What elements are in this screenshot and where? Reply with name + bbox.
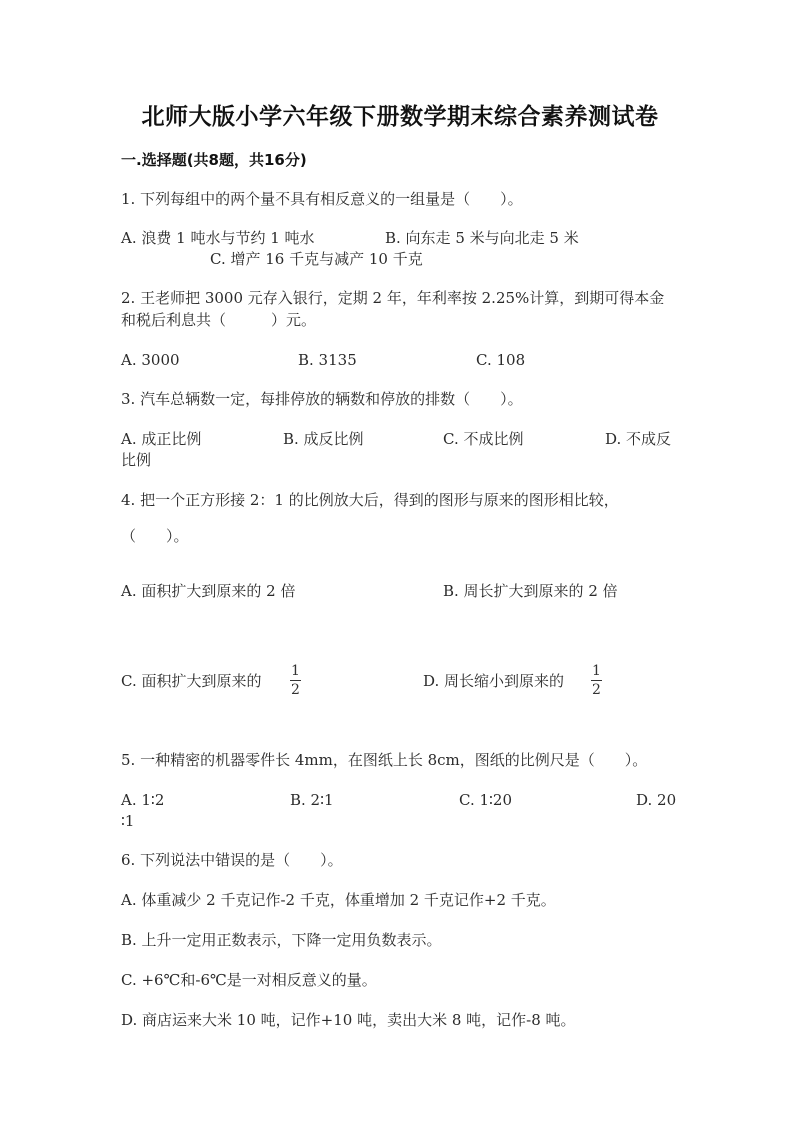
- question-4-option-d-fraction: [591, 663, 602, 698]
- question-4-option-c-fraction: [290, 663, 301, 698]
- fraction-bar: [290, 680, 301, 681]
- question-3-option-c: C. 不成比例: [443, 430, 524, 448]
- question-6-option-c: C. +6℃和-6℃是一对相反意义的量。: [121, 971, 377, 989]
- question-5-option-d-wrap: ∶1: [121, 812, 135, 830]
- question-3-option-d-wrap: 比例: [121, 451, 152, 469]
- question-5-option-a: A. 1∶2: [121, 791, 165, 809]
- page-title: 北师大版小学六年级下册数学期末综合素养测试卷: [141, 104, 659, 130]
- question-2-option-c: C. 108: [476, 351, 526, 369]
- question-3-stem: 3. 汽车总辆数一定，每排停放的辆数和停放的排数（ ）。: [121, 390, 523, 408]
- question-5-option-b: B. 2∶1: [290, 791, 334, 809]
- question-6-option-d: D. 商店运来大米 10 吨，记作+10 吨，卖出大米 8 吨，记作-8 吨。: [121, 1011, 576, 1029]
- question-3-option-d: D. 不成反: [605, 430, 672, 448]
- question-5-stem: 5. 一种精密的机器零件长 4mm，在图纸上长 8cm，图纸的比例尺是（ ）。: [121, 751, 648, 769]
- question-2-option-a: A. 3000: [121, 351, 180, 369]
- question-4-stem: 4. 把一个正方形接 2：1 的比例放大后，得到的图形与原来的图形相比较，: [121, 491, 619, 509]
- question-6-stem: 6. 下列说法中错误的是（ ）。: [121, 851, 343, 869]
- question-4-option-d: D. 周长缩小到原来的: [423, 672, 565, 690]
- question-1-stem: 1. 下列每组中的两个量不具有相反意义的一组量是（ ）。: [121, 190, 523, 208]
- fraction-bar: [591, 680, 602, 681]
- question-1-option-c: C. 增产 16 千克与减产 10 千克: [210, 250, 423, 268]
- section-heading: 一.选择题(共8题，共16分): [121, 151, 307, 169]
- question-5-option-d: D. 20: [636, 791, 677, 809]
- question-3-option-b: B. 成反比例: [283, 430, 364, 448]
- question-5-option-c: C. 1∶20: [459, 791, 513, 809]
- question-4-option-b: B. 周长扩大到原来的 2 倍: [443, 582, 618, 600]
- fraction-numerator: 1: [291, 663, 300, 679]
- fraction-numerator: 1: [592, 663, 601, 679]
- question-1-option-b: B. 向东走 5 米与向北走 5 米: [385, 229, 579, 247]
- question-3-option-a: A. 成正比例: [121, 430, 202, 448]
- fraction-denominator: 2: [592, 682, 601, 698]
- question-6-option-a: A. 体重减少 2 千克记作-2 千克，体重增加 2 千克记作+2 千克。: [121, 891, 556, 909]
- question-2-stem-line2: 和税后利息共（ ）元。: [121, 311, 317, 329]
- question-2-option-b: B. 3135: [298, 351, 357, 369]
- question-4-option-a: A. 面积扩大到原来的 2 倍: [121, 582, 296, 600]
- fraction-denominator: 2: [291, 682, 300, 698]
- question-1-option-a: A. 浪费 1 吨水与节约 1 吨水: [121, 229, 315, 247]
- question-4-option-c: C. 面积扩大到原来的: [121, 672, 262, 690]
- question-4-blank: （ ）。: [121, 527, 189, 545]
- question-6-option-b: B. 上升一定用正数表示，下降一定用负数表示。: [121, 931, 442, 949]
- question-2-stem-line1: 2. 王老师把 3000 元存入银行，定期 2 年，年利率按 2.25%计算，到期可得本金: [121, 289, 665, 307]
